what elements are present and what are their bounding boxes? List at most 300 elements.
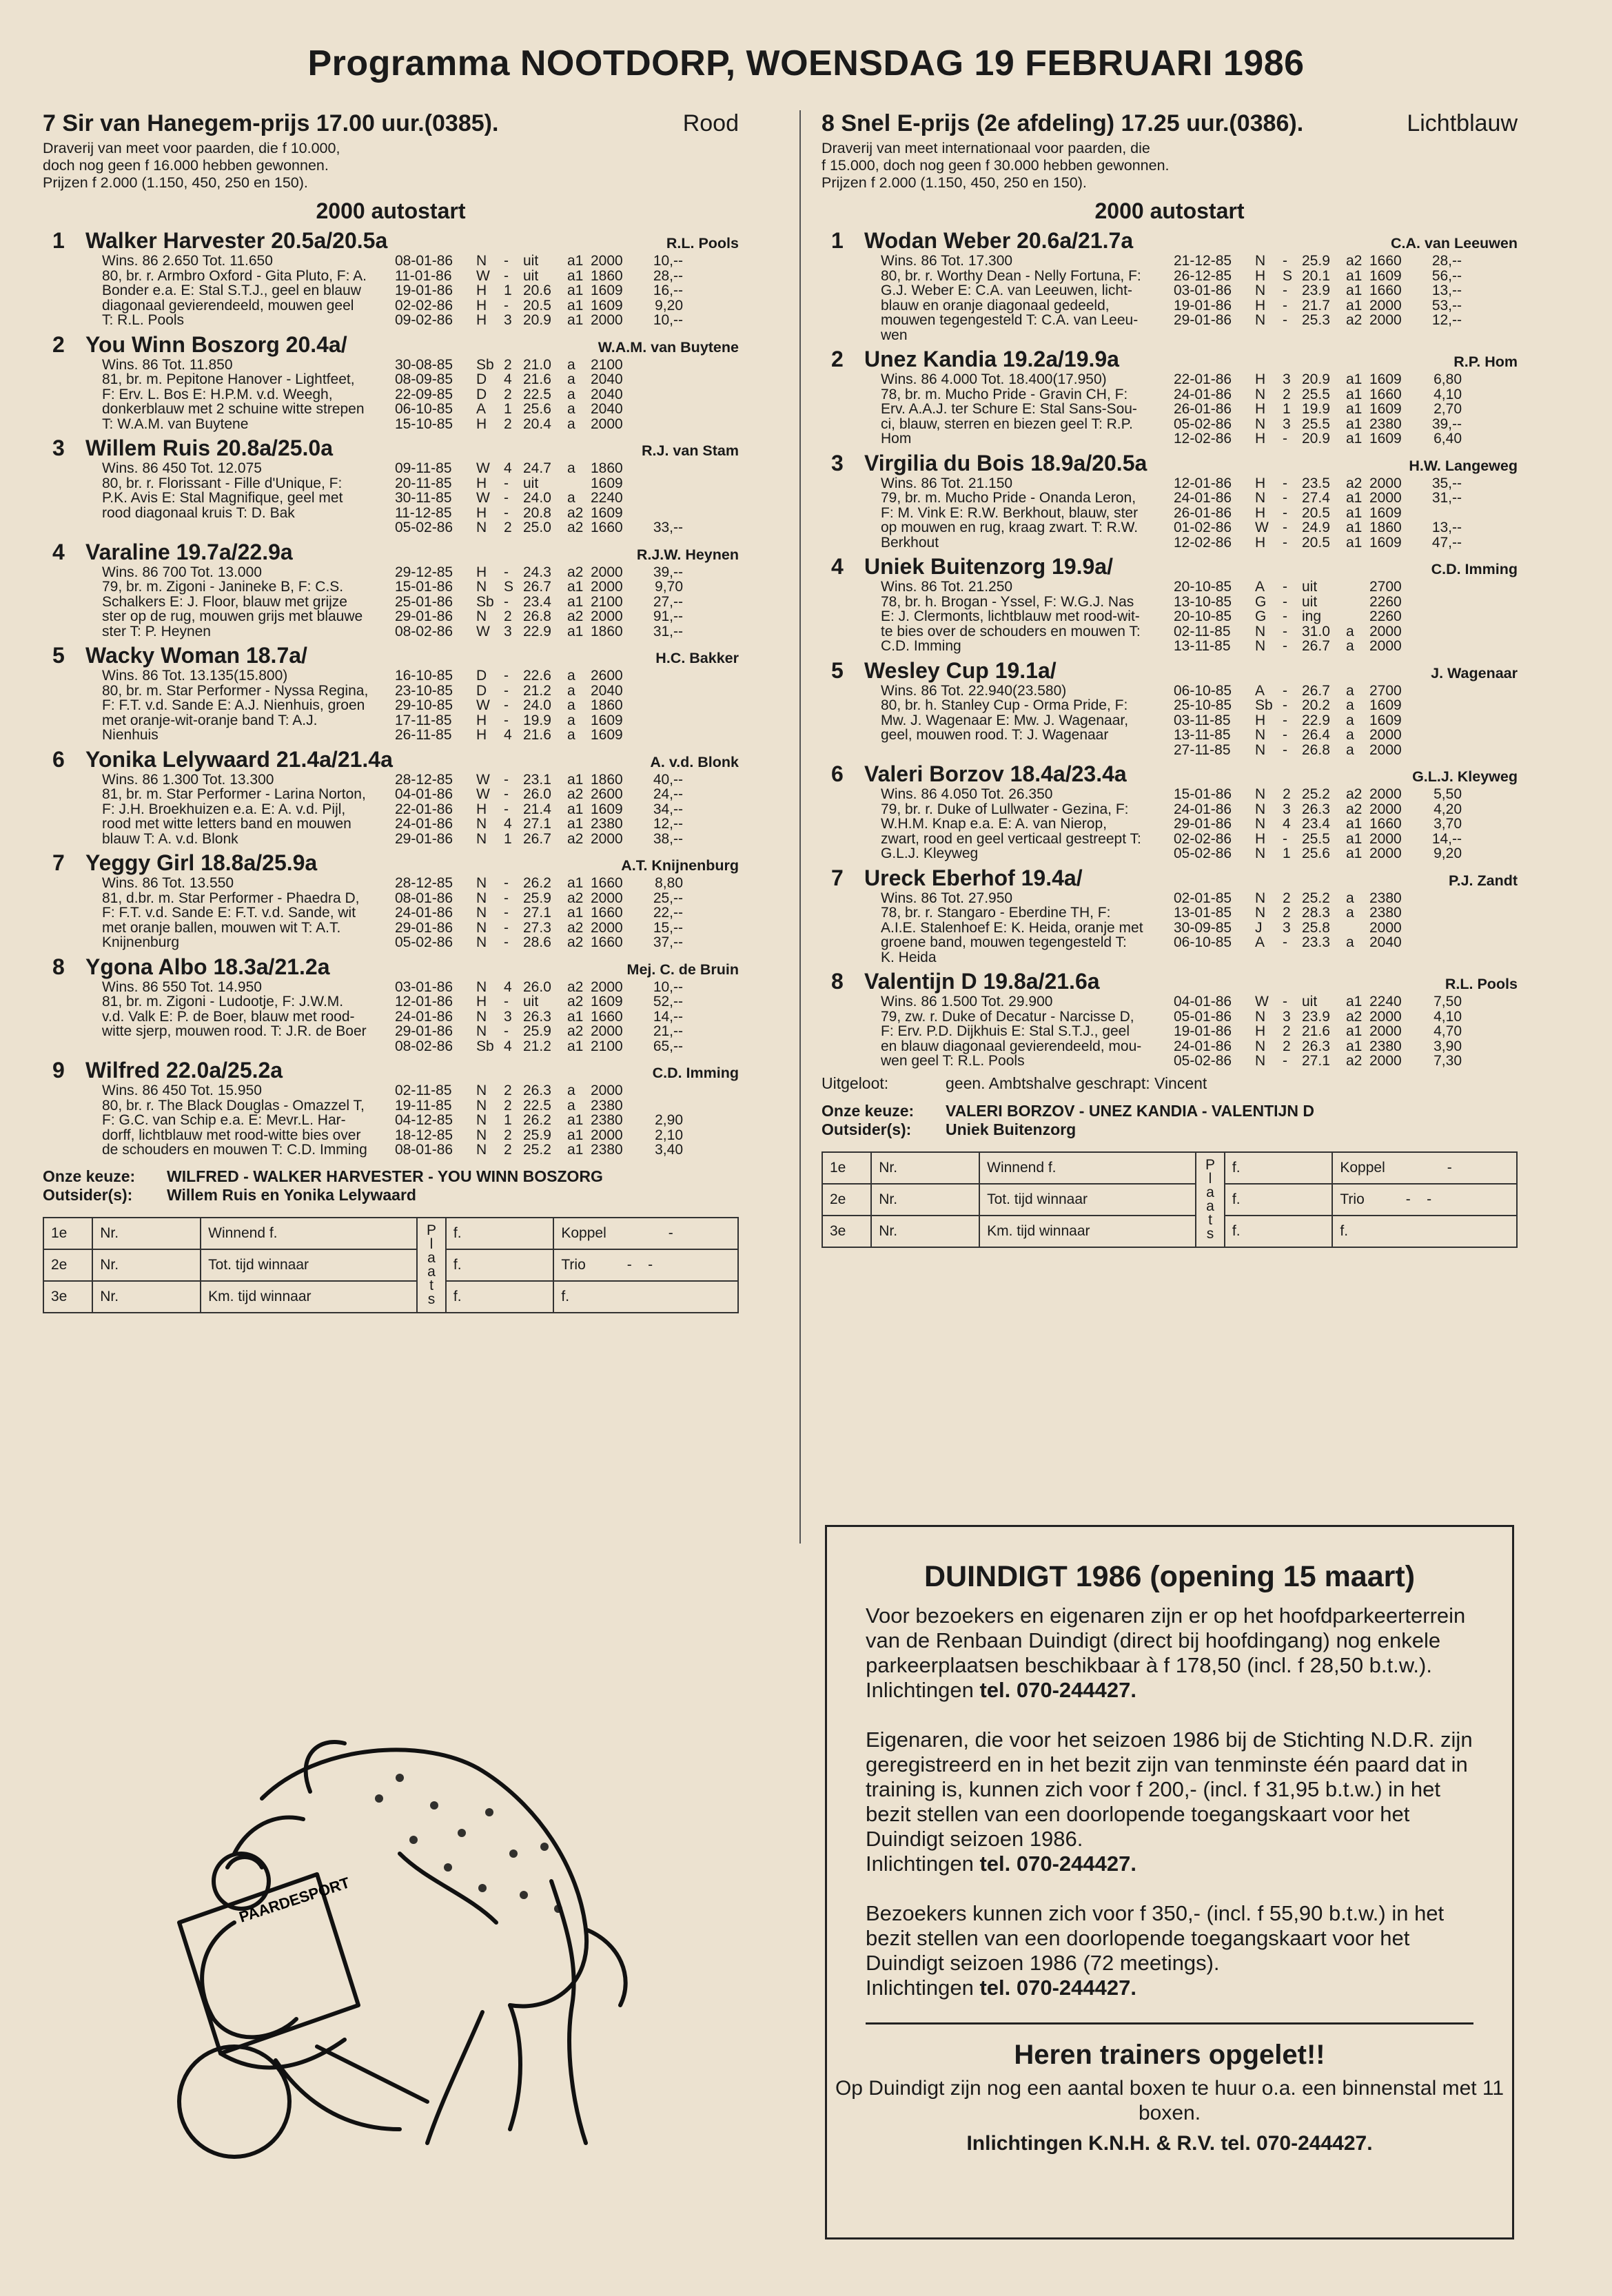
horse-body xyxy=(881,254,1518,342)
form-place: 2 xyxy=(1283,386,1291,402)
form-time: 23.4 xyxy=(1302,816,1330,832)
description-line: met oranje-wit-oranje band T: A.J. xyxy=(102,712,318,728)
form-time: 27.3 xyxy=(523,919,551,936)
description-line: rood met witte letters band en mouwen xyxy=(102,816,351,832)
form-distance: 2000 xyxy=(591,978,623,995)
form-distance: 2040 xyxy=(591,371,623,387)
form-date: 08-01-86 xyxy=(395,890,453,906)
form-track: N xyxy=(1255,1038,1266,1054)
form-track: W xyxy=(1255,520,1269,535)
form-place: 4 xyxy=(504,727,512,743)
form-track: W xyxy=(476,623,490,639)
form-track: A xyxy=(476,401,487,417)
form-row xyxy=(395,491,739,506)
trio-label: Trio xyxy=(561,1256,586,1273)
horse-header xyxy=(822,969,1518,994)
description-line: Wins. 86 700 Tot. 13.000 xyxy=(102,564,262,580)
result-amount: f. xyxy=(446,1249,553,1281)
description-line: Berkhout xyxy=(881,534,939,551)
description-line: 78, br. r. Stangaro - Eberdine TH, F: xyxy=(881,905,1111,921)
form-place: 2 xyxy=(1283,905,1291,921)
form-time: 26.8 xyxy=(1302,741,1330,758)
ad-paragraph-visitors: Bezoekers kunnen zich voor f 350,- (incl. f 55,90 b.t.w.) in het bezit stellen van een doorlopende toegangskaart voor het Duindigt seizoen 1986 (72 meetings). Inlichtingen tel. 070-244427. xyxy=(866,1901,1445,2000)
form-odds: 6,40 xyxy=(1434,431,1462,447)
result-extra xyxy=(553,1218,738,1249)
horse-body xyxy=(102,461,739,535)
horse-header xyxy=(822,347,1518,372)
horse-name: Valentijn D 19.8a/21.6a xyxy=(864,969,1100,994)
form-row xyxy=(395,595,739,610)
form-time: uit xyxy=(523,253,539,269)
form-odds xyxy=(633,358,683,373)
form-start: a2 xyxy=(567,520,584,535)
form-place: - xyxy=(504,771,509,788)
form-track: H xyxy=(476,475,487,491)
horse-number: 8 xyxy=(52,954,65,979)
form-time: 26.2 xyxy=(523,1112,551,1128)
form-track: H xyxy=(476,712,487,728)
form-track: N xyxy=(1255,623,1266,639)
race-color: Rood xyxy=(682,110,739,136)
result-amount: f. xyxy=(446,1218,553,1249)
ad-title: DUINDIGT 1986 (opening 15 maart) xyxy=(924,1560,1416,1593)
form-track: H xyxy=(1255,401,1266,417)
horse-entry xyxy=(43,1058,739,1158)
form-row xyxy=(395,802,739,817)
horse-body xyxy=(102,1083,739,1158)
form-distance: 1609 xyxy=(1369,504,1402,521)
form-distance: 2380 xyxy=(1369,416,1402,432)
form-place: - xyxy=(1283,504,1287,521)
form-start: a1 xyxy=(1346,816,1363,832)
horse-entry xyxy=(43,228,739,328)
form-row xyxy=(1174,832,1518,847)
form-time: 25.9 xyxy=(523,1023,551,1039)
form-distance: 2240 xyxy=(1369,994,1402,1009)
form-start xyxy=(1346,921,1369,936)
form-distance: 2000 xyxy=(1369,623,1402,639)
form-time: 24.7 xyxy=(523,460,551,476)
form-odds: 2,90 xyxy=(655,1112,683,1128)
form-place: - xyxy=(1283,475,1287,491)
horse-form xyxy=(395,461,739,535)
form-place: 3 xyxy=(1283,801,1291,817)
form-start: a2 xyxy=(1346,801,1363,817)
form-odds xyxy=(1412,728,1462,743)
description-line: blauw T: A. v.d. Blonk xyxy=(102,830,238,847)
form-track: N xyxy=(476,919,487,936)
description-line: 81, br. m. Pepitone Hanover - Lightfeet, xyxy=(102,371,355,387)
form-start: a1 xyxy=(567,1127,584,1143)
form-track: N xyxy=(1255,638,1266,654)
form-date: 01-02-86 xyxy=(1174,520,1232,535)
form-distance: 1609 xyxy=(591,712,623,728)
plaats-letter: l xyxy=(429,1236,433,1252)
form-row xyxy=(1174,1024,1518,1039)
form-date: 05-02-86 xyxy=(1174,1053,1232,1069)
horse-number: 1 xyxy=(52,228,65,253)
form-row xyxy=(1174,520,1518,535)
form-date: 08-01-86 xyxy=(395,1142,453,1158)
plaats-letter: P xyxy=(1205,1156,1216,1173)
form-place: - xyxy=(504,801,509,817)
form-time: 20.5 xyxy=(1302,534,1330,551)
form-start: a1 xyxy=(1346,297,1363,314)
form-track: N xyxy=(1255,905,1266,921)
form-odds xyxy=(1412,713,1462,728)
form-distance: 1609 xyxy=(1369,712,1402,728)
choice-label: Onze keuze: xyxy=(43,1167,136,1185)
form-date: 29-10-85 xyxy=(395,697,453,713)
form-date: 08-09-85 xyxy=(395,371,453,387)
horse-entry xyxy=(822,865,1518,965)
description-line: Schalkers E: J. Floor, blauw met grijze xyxy=(102,593,347,610)
form-date: 05-02-86 xyxy=(395,934,453,950)
description-line: 81, br. m. Zigoni - Ludootje, F: J.W.M. xyxy=(102,994,344,1009)
form-row xyxy=(1174,698,1518,713)
form-odds: 4,20 xyxy=(1434,801,1462,817)
form-row xyxy=(395,372,739,387)
form-track: N xyxy=(1255,416,1266,432)
form-distance: 1609 xyxy=(1369,534,1402,551)
horse-name: Wodan Weber 20.6a/21.7a xyxy=(864,228,1134,253)
form-time: uit xyxy=(1302,579,1318,595)
form-start: a2 xyxy=(567,608,584,624)
form-place: - xyxy=(504,253,509,269)
form-row xyxy=(395,402,739,417)
form-odds: 13,-- xyxy=(1431,520,1462,535)
horse-header xyxy=(43,540,739,565)
form-date: 02-11-85 xyxy=(395,1083,452,1098)
form-start: a xyxy=(567,1083,575,1098)
form-date: 06-10-85 xyxy=(395,401,453,417)
form-odds: 8,80 xyxy=(655,875,683,891)
form-track: H xyxy=(476,994,487,1009)
form-track: G xyxy=(1255,593,1267,610)
description-line: Wins. 86 1.300 Tot. 13.300 xyxy=(102,771,274,788)
horse-number: 4 xyxy=(831,554,844,579)
form-date: 11-01-86 xyxy=(395,267,452,284)
form-place: - xyxy=(1283,638,1287,654)
form-distance: 2000 xyxy=(591,579,623,595)
form-row xyxy=(1174,743,1518,758)
form-distance: 2380 xyxy=(591,816,623,832)
form-row xyxy=(1174,491,1518,506)
form-place: 2 xyxy=(504,386,512,402)
form-start: a2 xyxy=(567,564,584,580)
form-place: - xyxy=(1283,297,1287,314)
condition-line: Prijzen f 2.000 (1.150, 450, 250 en 150). xyxy=(822,174,1087,191)
plaats-letter: a xyxy=(1206,1198,1214,1214)
form-distance: 2000 xyxy=(1369,312,1402,328)
horse-entry xyxy=(822,228,1518,342)
description-line: Wins. 86 Tot. 11.850 xyxy=(102,356,233,373)
form-date: 12-01-86 xyxy=(1174,475,1232,491)
description-line: Wins. 86 Tot. 17.300 xyxy=(881,253,1013,269)
horse-description xyxy=(881,580,1167,654)
form-time: 20.5 xyxy=(523,297,551,314)
form-time: 31.0 xyxy=(1302,623,1330,639)
form-distance: 1609 xyxy=(591,475,623,491)
form-odds: 4,70 xyxy=(1434,1023,1462,1039)
form-time: 22.9 xyxy=(523,623,551,639)
form-row xyxy=(395,1113,739,1128)
form-time: 26.3 xyxy=(1302,1038,1330,1054)
form-row xyxy=(1174,535,1518,551)
form-time: 25.0 xyxy=(523,520,551,535)
horse-header xyxy=(822,554,1518,580)
form-time: 25.5 xyxy=(1302,386,1330,402)
form-odds: 56,-- xyxy=(1431,267,1462,284)
form-track: H xyxy=(476,504,487,521)
description-line: en blauw diagonaal gevierendeeld, mou- xyxy=(881,1038,1142,1054)
form-time: 21.0 xyxy=(523,356,551,373)
form-time: 25.9 xyxy=(523,1127,551,1143)
form-place: 3 xyxy=(1283,371,1291,387)
form-row xyxy=(395,1098,739,1114)
form-distance: 1609 xyxy=(591,801,623,817)
form-distance: 2380 xyxy=(1369,905,1402,921)
form-start: a xyxy=(567,1097,575,1114)
result-extra xyxy=(1332,1216,1517,1247)
form-place: - xyxy=(1283,312,1287,328)
horse-body xyxy=(881,580,1518,654)
form-date: 08-02-86 xyxy=(395,1038,453,1054)
horse-form xyxy=(395,668,739,743)
form-date: 03-11-85 xyxy=(1174,712,1231,728)
horse-description xyxy=(102,980,388,1054)
form-place: 2 xyxy=(504,1142,512,1158)
description-line: Wins. 86 1.500 Tot. 29.900 xyxy=(881,994,1053,1009)
form-odds xyxy=(1412,506,1462,521)
form-start: a1 xyxy=(567,875,584,891)
form-place: 4 xyxy=(504,978,512,995)
race-conditions xyxy=(43,140,739,192)
form-time: 23.4 xyxy=(523,593,551,610)
form-place: 2 xyxy=(504,1083,512,1098)
form-place: 4 xyxy=(1283,816,1291,832)
form-distance: 2000 xyxy=(591,890,623,906)
horse-entry xyxy=(822,554,1518,654)
horse-trainer: H.C. Bakker xyxy=(655,650,739,666)
horse-name: Willem Ruis 20.8a/25.0a xyxy=(85,435,334,460)
description-line: Wins. 86 Tot. 13.550 xyxy=(102,875,234,891)
form-start xyxy=(1346,609,1369,624)
form-start: a2 xyxy=(567,786,584,802)
result-place: 2e xyxy=(822,1184,871,1216)
form-date: 19-01-86 xyxy=(395,283,453,298)
form-distance: 1609 xyxy=(591,727,623,743)
horse-body xyxy=(102,980,739,1054)
horse-form xyxy=(395,876,739,950)
form-place: - xyxy=(504,297,509,314)
form-date: 19-11-85 xyxy=(395,1097,452,1114)
form-date: 29-01-86 xyxy=(1174,816,1232,832)
form-start: a1 xyxy=(1346,267,1363,284)
form-start: a2 xyxy=(567,994,584,1009)
horse-description xyxy=(881,476,1167,551)
horse-number: 5 xyxy=(52,643,65,668)
horse-form xyxy=(1174,994,1518,1069)
form-start: a xyxy=(567,356,575,373)
form-start: a1 xyxy=(567,771,584,788)
form-time: 20.8 xyxy=(523,504,551,521)
ad-paragraph-parking: Voor bezoekers en eigenaren zijn er op het hoofdparkeerterrein van de Renbaan Duindigt (direct bij hoofdingang) nog enkele parkeerplaatsen beschikbaar à f 178,50 (incl. f 28,50 b.t.w.). Inlichtingen tel. 070-244427. xyxy=(866,1603,1466,1702)
form-track: H xyxy=(476,801,487,817)
form-row xyxy=(395,520,739,535)
form-time: 25.5 xyxy=(1302,416,1330,432)
form-place: - xyxy=(1283,994,1287,1009)
form-date: 30-08-85 xyxy=(395,356,453,373)
horse-number: 4 xyxy=(52,539,65,564)
horse-body xyxy=(881,787,1518,861)
form-distance: 1609 xyxy=(1369,431,1402,447)
horse-description xyxy=(881,891,1167,965)
horse-body xyxy=(881,476,1518,551)
description-line: op mouwen en rug, kraag zwart. T: R.W. xyxy=(881,520,1139,535)
form-date: 06-10-85 xyxy=(1174,934,1232,950)
form-odds: 40,-- xyxy=(653,771,683,788)
form-odds: 53,-- xyxy=(1431,297,1462,314)
form-date: 02-11-85 xyxy=(1174,623,1231,639)
form-start: a1 xyxy=(567,593,584,610)
form-track: N xyxy=(476,816,487,832)
horse-entry xyxy=(43,747,739,847)
result-nr-label: Nr. xyxy=(871,1216,979,1247)
form-start: a1 xyxy=(567,1142,584,1158)
form-distance: 2260 xyxy=(1369,593,1402,610)
form-date: 12-01-86 xyxy=(395,994,453,1009)
horse-description xyxy=(881,684,1167,758)
form-track: N xyxy=(1255,741,1266,758)
form-start: a xyxy=(567,697,575,713)
form-row xyxy=(395,580,739,595)
description-line: witte sjerp, mouwen rood. T: J.R. de Boer xyxy=(102,1023,367,1039)
horse-number: 9 xyxy=(52,1058,65,1083)
form-place: 4 xyxy=(504,460,512,476)
form-odds xyxy=(1412,935,1462,950)
form-distance: 2380 xyxy=(591,1097,623,1114)
form-track: N xyxy=(1255,283,1266,298)
form-track: N xyxy=(476,1127,487,1143)
horse-description xyxy=(881,994,1167,1069)
form-place: - xyxy=(504,919,509,936)
form-distance: 2040 xyxy=(1369,934,1402,950)
form-place: - xyxy=(504,593,509,610)
form-track: N xyxy=(476,875,487,891)
description-line: F: F.T. v.d. Sande E: A.J. Nienhuis, groen xyxy=(102,697,365,713)
horse-header xyxy=(43,643,739,668)
form-row xyxy=(1174,283,1518,298)
form-date: 11-12-85 xyxy=(395,504,452,521)
form-start: a xyxy=(1346,890,1354,906)
form-distance: 1860 xyxy=(591,267,623,284)
horse-trainer: A.T. Knijnenburg xyxy=(621,857,739,874)
form-start: a xyxy=(567,727,575,743)
form-date: 26-01-86 xyxy=(1174,401,1232,417)
form-odds: 5,50 xyxy=(1434,786,1462,802)
description-line: E: J. Clermonts, lichtblauw met rood-wit- xyxy=(881,608,1140,624)
newspaper-label: PAARDESPORT xyxy=(236,1874,352,1926)
form-row xyxy=(1174,254,1518,269)
horse-trainer: R.P. Hom xyxy=(1453,353,1518,370)
form-date: 29-12-85 xyxy=(395,564,453,580)
form-date: 22-01-86 xyxy=(1174,371,1232,387)
form-row xyxy=(1174,580,1518,595)
form-distance: 2380 xyxy=(1369,1038,1402,1054)
form-odds: 4,10 xyxy=(1434,386,1462,402)
result-extra xyxy=(553,1281,738,1313)
outsiders xyxy=(822,1120,1518,1139)
description-line: 80, br. m. Star Performer - Nyssa Regina, xyxy=(102,682,369,699)
description-line: F: J.H. Broekhuizen e.a. E: A. v.d. Pijl, xyxy=(102,801,346,817)
result-place: 3e xyxy=(822,1216,871,1247)
form-time: 27.4 xyxy=(1302,490,1330,506)
form-place: - xyxy=(1283,608,1287,624)
form-odds xyxy=(633,1098,683,1114)
form-odds: 24,-- xyxy=(653,786,683,802)
ad-paragraph-boxes: Op Duindigt zijn nog een aantal boxen te huur o.a. een binnenstal met 11 boxen. xyxy=(835,2077,1504,2124)
form-time: 21.4 xyxy=(523,801,551,817)
form-row xyxy=(1174,1039,1518,1054)
form-place: 1 xyxy=(504,401,512,417)
form-date: 17-11-85 xyxy=(395,712,452,728)
outsiders xyxy=(43,1186,739,1205)
form-distance: 2260 xyxy=(1369,608,1402,624)
form-distance: 2000 xyxy=(591,253,623,269)
form-track: N xyxy=(476,1097,487,1114)
outsider-label: Outsider(s): xyxy=(822,1120,912,1138)
form-odds: 28,-- xyxy=(1431,253,1462,269)
form-row xyxy=(1174,609,1518,624)
horse-description xyxy=(102,565,388,639)
form-place: - xyxy=(504,668,509,684)
form-odds xyxy=(1412,743,1462,758)
form-odds: 37,-- xyxy=(653,934,683,950)
form-track: N xyxy=(1255,1053,1266,1069)
form-date: 24-01-86 xyxy=(1174,386,1232,402)
horse-number: 1 xyxy=(831,228,844,253)
form-row xyxy=(395,891,739,906)
form-start: a2 xyxy=(567,978,584,995)
form-track: N xyxy=(1255,801,1266,817)
horse-header xyxy=(43,747,739,772)
form-date: 09-02-86 xyxy=(395,312,453,328)
form-start: a1 xyxy=(1346,830,1363,847)
result-amount: f. xyxy=(1225,1184,1332,1216)
description-line: Knijnenburg xyxy=(102,934,180,950)
result-label: Tot. tijd winnaar xyxy=(979,1184,1196,1216)
form-row xyxy=(395,921,739,936)
form-place: 2 xyxy=(1283,1038,1291,1054)
form-odds: 22,-- xyxy=(653,905,683,921)
form-place: - xyxy=(1283,623,1287,639)
outsider-value: Willem Ruis en Yonika Lelywaard xyxy=(167,1185,416,1204)
form-odds: 28,-- xyxy=(653,267,683,284)
horse-entry xyxy=(43,850,739,950)
form-place: 4 xyxy=(504,1038,512,1054)
form-start: a1 xyxy=(567,253,584,269)
form-row xyxy=(1174,402,1518,417)
form-time: 26.2 xyxy=(523,875,551,891)
form-time: 20.4 xyxy=(523,416,551,432)
form-distance: 1660 xyxy=(591,875,623,891)
horse-body xyxy=(881,684,1518,758)
condition-line: doch nog geen f 16.000 hebben gewonnen. xyxy=(43,157,329,174)
form-start: a2 xyxy=(567,830,584,847)
description-line: T: W.A.M. van Buytene xyxy=(102,416,249,432)
form-start: a1 xyxy=(1346,504,1363,521)
